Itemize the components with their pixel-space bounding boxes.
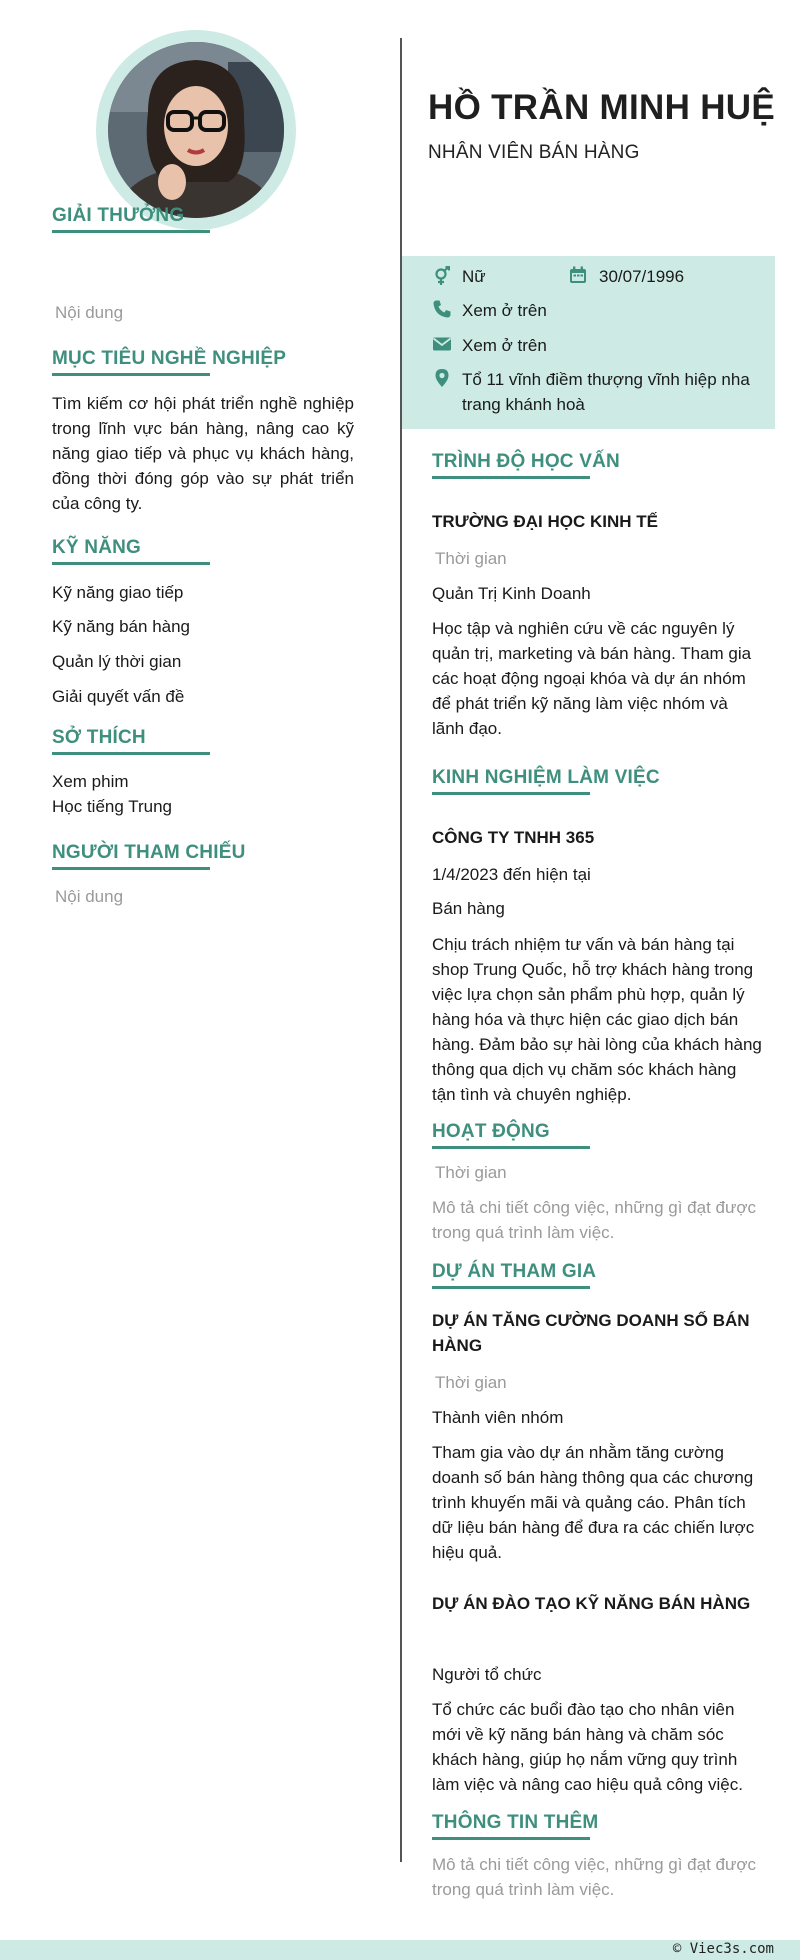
footer-bar bbox=[0, 1940, 800, 1960]
activities-heading: HOẠT ĐỘNG bbox=[432, 1121, 590, 1149]
email-icon bbox=[432, 334, 452, 354]
objective-text: Tìm kiếm cơ hội phát triển nghề nghiệp trong lĩnh vực bán hàng, nâng cao kỹ năng giao tiếp và phục vụ khách hàng, đồng thời đóng góp vào sự phát triển của công ty. bbox=[52, 394, 354, 513]
location-icon bbox=[432, 368, 452, 388]
references-heading: NGƯỜI THAM CHIẾU bbox=[52, 842, 210, 870]
email-value: Xem ở trên bbox=[462, 336, 547, 355]
project-description: Tham gia vào dự án nhằm tăng cường doanh số bán hàng thông qua các chương trình khuyến mãi và quảng cáo. Phân tích dữ liệu bán hàng để đưa ra các chiến lược hiệu quả. bbox=[432, 1443, 755, 1562]
project-role: Thành viên nhóm bbox=[432, 1408, 564, 1427]
activities-time: Thời gian bbox=[435, 1163, 507, 1182]
address-value: Tổ 11 vĩnh điềm thượng vĩnh hiệp nha trang khánh hoà bbox=[462, 370, 750, 414]
project-description: Tổ chức các buổi đào tạo cho nhân viên mới về kỹ năng bán hàng và chăm sóc khách hàng, giúp họ nắm vững quy trình làm việc và nâng cao hiệu quả công việc. bbox=[432, 1700, 743, 1794]
birthday-value: 30/07/1996 bbox=[599, 267, 685, 286]
skill-item: Kỹ năng bán hàng bbox=[52, 617, 191, 636]
awards-heading: GIẢI THƯỞNG bbox=[52, 205, 210, 233]
avatar-frame bbox=[96, 30, 296, 230]
experience-heading: KINH NGHIỆM LÀM VIỆC bbox=[432, 767, 660, 795]
experience-period: 1/4/2023 đến hiện tại bbox=[432, 865, 591, 884]
education-major: Quản Trị Kinh Doanh bbox=[432, 584, 591, 603]
objective-heading: MỤC TIÊU NGHỀ NGHIỆP bbox=[52, 348, 210, 376]
avatar bbox=[108, 42, 284, 218]
project-name: DỰ ÁN TĂNG CƯỜNG DOANH SỐ BÁN HÀNG bbox=[432, 1311, 750, 1355]
awards-content: Nội dung bbox=[55, 303, 124, 322]
additional-description: Mô tả chi tiết công việc, những gì đạt được trong quá trình làm việc. bbox=[432, 1855, 757, 1899]
education-description: Học tập và nghiên cứu về các nguyên lý quản trị, marketing và bán hàng. Tham gia các hoạt động ngoại khóa và dự án nhóm để phát triển kỹ năng làm việc nhóm và lãnh đạo. bbox=[432, 619, 752, 738]
experience-company: CÔNG TY TNHH 365 bbox=[432, 828, 595, 847]
project-role: Người tổ chức bbox=[432, 1665, 542, 1684]
job-title: NHÂN VIÊN BÁN HÀNG bbox=[428, 142, 640, 163]
project-name: DỰ ÁN ĐÀO TẠO KỸ NĂNG BÁN HÀNG bbox=[432, 1594, 751, 1613]
phone-icon bbox=[432, 299, 452, 319]
candidate-name: HỒ TRẦN MINH HUỆ bbox=[428, 88, 776, 127]
additional-heading: THÔNG TIN THÊM bbox=[432, 1812, 598, 1840]
gender-value: Nữ bbox=[462, 267, 486, 286]
projects-heading: DỰ ÁN THAM GIA bbox=[432, 1261, 596, 1289]
skill-item: Kỹ năng giao tiếp bbox=[52, 583, 184, 602]
education-school: TRƯỜNG ĐẠI HỌC KINH TẾ bbox=[432, 512, 658, 531]
hobbies-heading: SỞ THÍCH bbox=[52, 727, 210, 755]
project-time: Thời gian bbox=[435, 1373, 507, 1392]
hobby-item: Học tiếng Trung bbox=[52, 797, 173, 816]
skills-heading: KỸ NĂNG bbox=[52, 537, 210, 565]
watermark: © Viec3s.com bbox=[672, 1941, 774, 1957]
skill-item: Quản lý thời gian bbox=[52, 652, 182, 671]
experience-description: Chịu trách nhiệm tư vấn và bán hàng tại shop Trung Quốc, hỗ trợ khách hàng trong việc lựa chọn sản phẩm phù hợp, quản lý hàng hóa và thực hiện các giao dịch bán hàng. Đảm bảo sự hài lòng của khách hàng thông qua dịch vụ chăm sóc khách hàng tận tình và chuyên nghiệp. bbox=[432, 935, 762, 1104]
calendar-icon bbox=[568, 265, 588, 285]
activities-description: Mô tả chi tiết công việc, những gì đạt được trong quá trình làm việc. bbox=[432, 1198, 757, 1242]
skill-item: Giải quyết vấn đề bbox=[52, 687, 185, 706]
experience-position: Bán hàng bbox=[432, 899, 505, 918]
gender-icon bbox=[432, 266, 452, 286]
references-content: Nội dung bbox=[55, 887, 124, 906]
education-time: Thời gian bbox=[435, 549, 507, 568]
contact-panel bbox=[402, 256, 775, 429]
hobby-item: Xem phim bbox=[52, 772, 129, 791]
education-heading: TRÌNH ĐỘ HỌC VẤN bbox=[432, 451, 620, 479]
phone-value: Xem ở trên bbox=[462, 301, 547, 320]
